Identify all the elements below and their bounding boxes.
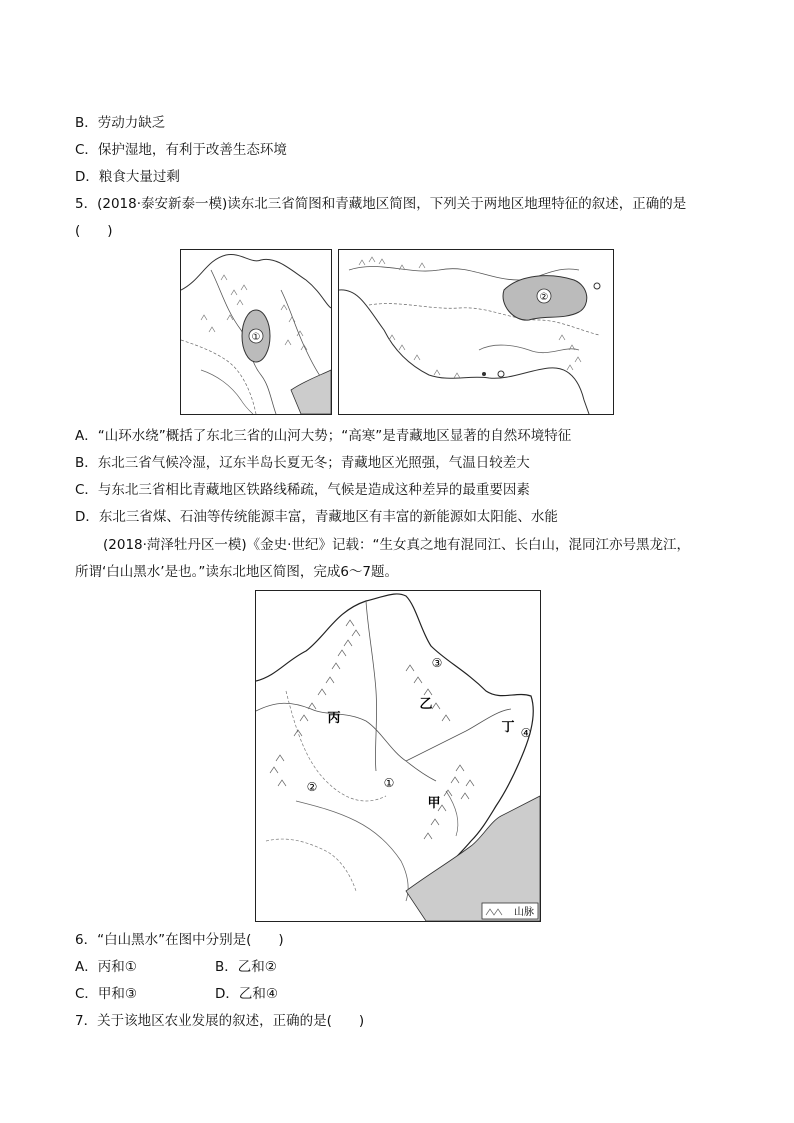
intro-line-2: 所谓‘白山黑水’是也。”读东北地区简图，完成6～7题。: [75, 564, 399, 580]
map1-label: ①: [251, 332, 261, 343]
northeast-map: [180, 249, 332, 415]
q5-blank: ( ): [75, 223, 113, 239]
label-bing: 丙: [327, 711, 341, 726]
q5-stem: 5．(2018·泰安新泰一模)读东北三省简图和青藏地区简图，下列关于两地区地理特征的叙述，正确的是: [75, 196, 687, 212]
q6-options-row-2: [75, 985, 278, 1003]
label-n1: ①: [383, 776, 395, 790]
q7-stem: 7．关于该地区农业发展的叙述，正确的是( ): [75, 1013, 365, 1029]
northeast-region-map: [255, 590, 541, 922]
label-jia: 甲: [427, 796, 441, 811]
q5-option-a: A．“山环水绕”概括了东北三省的山河大势；“高寒”是青藏地区显著的自然环境特征: [75, 428, 572, 444]
q6-option-d: D．乙和④: [215, 986, 278, 1002]
label-ding: 丁: [501, 720, 515, 735]
q6-option-b: B．乙和②: [215, 959, 277, 975]
option-d-prev: D．粮食大量过剩: [75, 169, 180, 185]
q6-stem: 6．“白山黑水”在图中分别是( ): [75, 932, 284, 948]
qinghai-tibet-map: [338, 249, 614, 415]
q5-option-c: C．与东北三省相比青藏地区铁路线稀疏，气候是造成这种差异的最重要因素: [75, 482, 530, 498]
intro-line-1: (2018·菏泽牡丹区一模)《金史·世纪》记载：“生女真之地有混同江、长白山，混同江亦号黑龙江，: [103, 537, 690, 553]
q6-options-row-1: [75, 958, 277, 976]
option-b-prev: B．劳动力缺乏: [75, 115, 166, 131]
label-yi: 乙: [419, 697, 433, 712]
legend-label: 山脉: [514, 907, 534, 918]
q6-option-a: A．丙和①: [75, 959, 137, 975]
option-c-prev: C．保护湿地，有利于改善生态环境: [75, 142, 287, 158]
label-n4: ④: [520, 726, 532, 740]
label-n2: ②: [306, 780, 318, 794]
q5-option-b: B．东北三省气候冷湿，辽东半岛长夏无冬；青藏地区光照强，气温日较差大: [75, 455, 530, 471]
label-n3: ③: [431, 656, 443, 670]
q6-option-c: C．甲和③: [75, 986, 138, 1002]
q5-option-d: D．东北三省煤、石油等传统能源丰富，青藏地区有丰富的新能源如太阳能、水能: [75, 509, 558, 525]
map2-label: ②: [539, 292, 549, 303]
